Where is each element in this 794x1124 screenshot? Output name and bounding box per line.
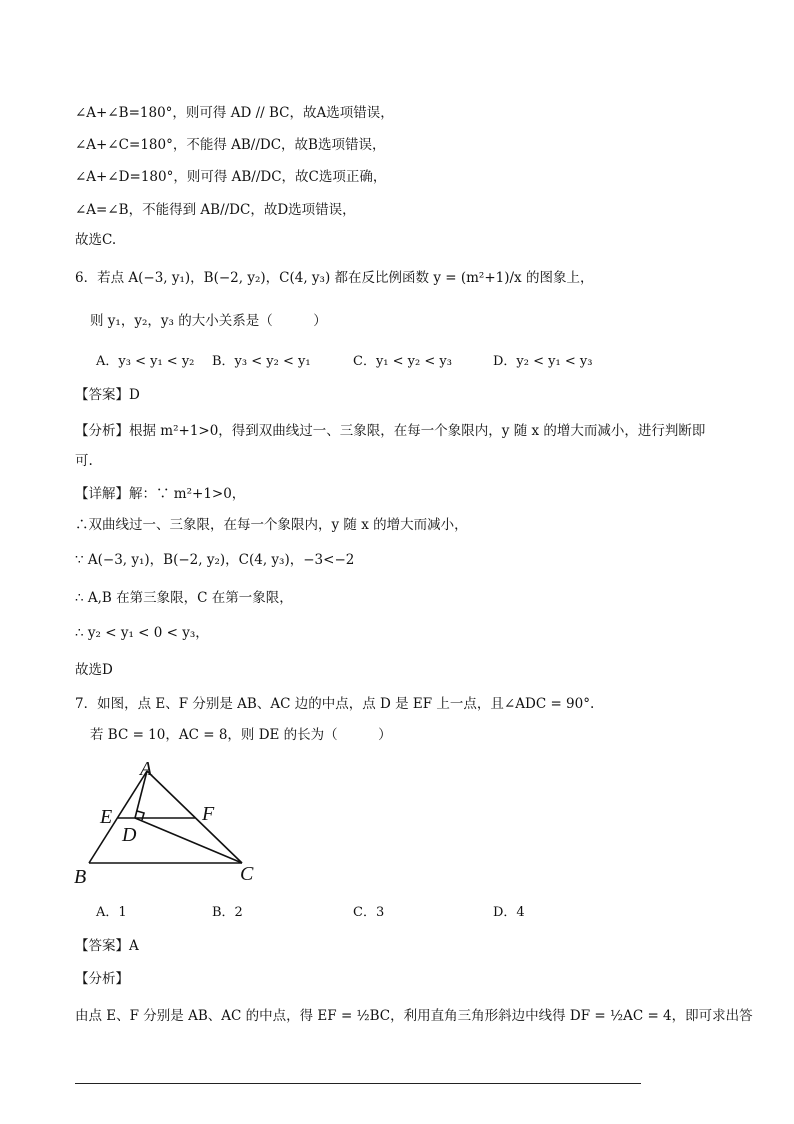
label-b: B: [74, 866, 87, 888]
q6-analysis: 【分析】根据 m²+1>0，得到双曲线过一、三象限，在每一个象限内，y 随 x 的增大而减小，进行判断即: [75, 423, 706, 439]
segment-dc: [135, 818, 242, 863]
q6-option-a: A．y₃ < y₁ < y₂: [96, 354, 195, 369]
q6-option-d: D．y₂ < y₁ < y₃: [493, 354, 593, 369]
q7-option-c: C．3: [353, 905, 385, 920]
solution-choice: 故选C.: [75, 232, 117, 248]
question-7-options: [96, 903, 616, 923]
question-6: 6．若点 A(−3, y₁)，B(−2, y₂)，C(4, y₃) 都在反比例函数 y = (m²+1)/x 的图象上，: [75, 270, 594, 286]
q7-answer: 【答案】A: [75, 938, 139, 954]
label-a: A: [140, 758, 153, 780]
q6-detail-1: 【详解】解：∵ m²+1>0，: [75, 486, 246, 502]
q6-detail-5: ∴ y₂ < y₁ < 0 < y₃，: [75, 625, 209, 641]
q6-detail-6: 故选D: [75, 662, 113, 678]
q6-analysis-cont: 可.: [75, 453, 93, 469]
triangle-figure: [60, 755, 280, 895]
question-7-prompt: 若 BC = 10，AC = 8，则 DE 的长为（ ）: [90, 727, 392, 743]
q7-option-a: A．1: [96, 905, 127, 920]
footer-rule: [75, 1083, 641, 1084]
q7-analysis-heading: 【分析】: [75, 971, 129, 987]
label-f: F: [202, 803, 215, 825]
side-ac: [147, 771, 242, 863]
q6-option-c: C．y₁ < y₂ < y₃: [353, 354, 452, 369]
q6-detail-2: ∴双曲线过一、三象限，在每一个象限内，y 随 x 的增大而减小，: [75, 517, 468, 533]
question-6-options: [96, 352, 616, 372]
q7-analysis: 由点 E、F 分别是 AB、AC 的中点，得 EF = ½BC，利用直角三角形斜边中线得 DF = ½AC = 4，即可求出答: [75, 1008, 753, 1024]
solution-line-d: ∠A=∠B，不能得到 AB//DC，故D选项错误，: [75, 202, 356, 218]
q7-option-b: B．2: [212, 905, 243, 920]
question-6-prompt: 则 y₁，y₂，y₃ 的大小关系是（ ）: [90, 313, 327, 329]
q7-option-d: D．4: [493, 905, 525, 920]
label-d: D: [122, 824, 137, 846]
question-7: 7．如图，点 E、F 分别是 AB、AC 边的中点，点 D 是 EF 上一点，且∠ADC = 90°.: [75, 696, 595, 712]
solution-line-b: ∠A+∠C=180°，不能得 AB//DC，故B选项错误，: [75, 137, 386, 153]
solution-line-c: ∠A+∠D=180°，则可得 AB//DC，故C选项正确，: [75, 169, 387, 185]
q6-detail-4: ∴ A,B 在第三象限，C 在第一象限，: [75, 590, 293, 606]
q6-answer: 【答案】D: [75, 387, 140, 403]
side-ab: [89, 771, 147, 863]
q6-option-b: B．y₃ < y₂ < y₁: [212, 354, 311, 369]
solution-line-a: ∠A+∠B=180°，则可得 AD // BC，故A选项错误，: [75, 105, 394, 121]
label-c: C: [240, 863, 254, 885]
q6-detail-3: ∵ A(−3, y₁)，B(−2, y₂)，C(4, y₃)，−3<−2: [75, 552, 355, 568]
label-e: E: [100, 806, 113, 828]
